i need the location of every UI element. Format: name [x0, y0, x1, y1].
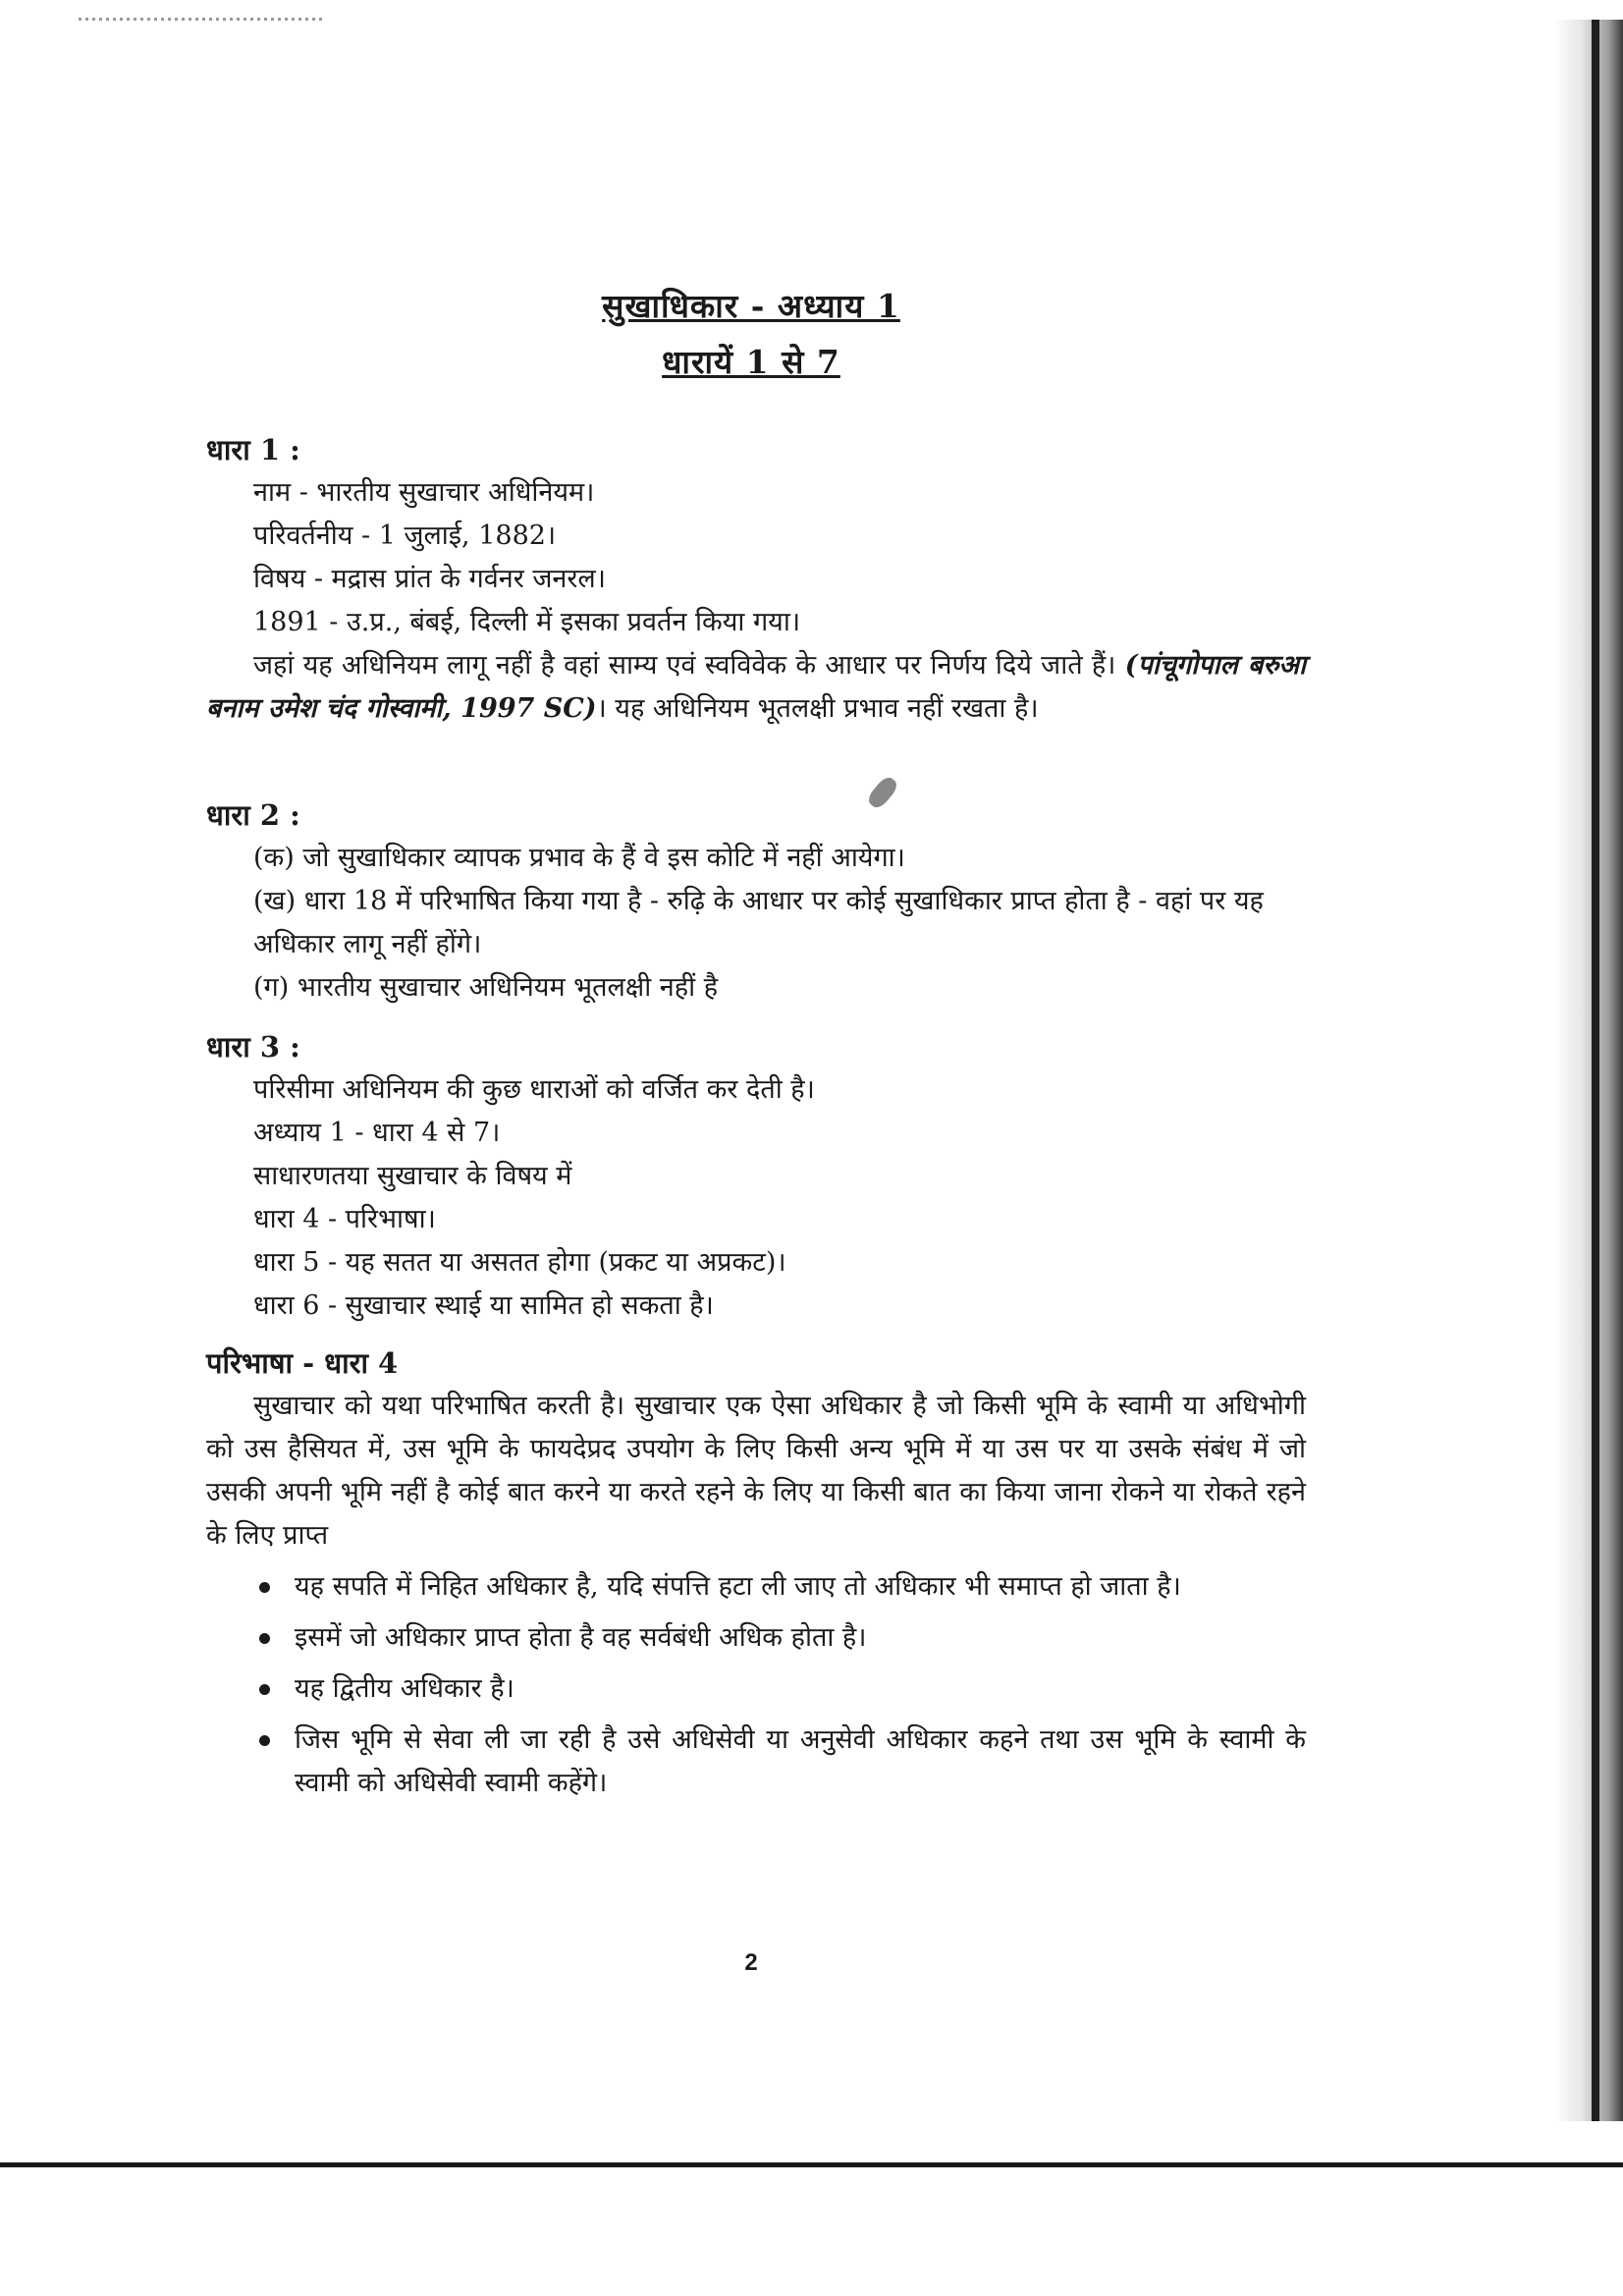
- section-1-line: विषय - मद्रास प्रांत के गर्वनर जनरल।: [253, 564, 606, 594]
- scan-bottom-edge: [0, 2162, 1623, 2167]
- bullet-item: यह द्वितीय अधिकार है।: [253, 1667, 1306, 1711]
- definition-section: [206, 1341, 1306, 1813]
- section-2-heading: धारा 2 :: [206, 798, 300, 832]
- chapter-title: [0, 283, 1502, 395]
- page-number: 2: [744, 1949, 758, 1976]
- section-3-line: धारा 4 - परिभाषा।: [253, 1204, 436, 1234]
- section-3: [206, 1025, 1306, 1328]
- section-3-line: धारा 5 - यह सतत या असतत होगा (प्रकट या अप्रकट)।: [253, 1247, 786, 1278]
- definition-paragraph: सुखाचार को यथा परिभाषित करती है। सुखाचार एक ऐसा अधिकार है जो किसी भूमि के स्वामी या अधिभोगी को उस हैसियत में, उस भूमि के फायदेप्रद उपयोग के लिए किसी अन्य भूमि में या उस पर या उसके संबंध में जो उसकी अपनी भूमि नहीं है कोई बात करने या करते रहने के लिए या किसी बात का किया जाना रोकने या रोकते रहने के लिए प्राप्त: [206, 1391, 1306, 1551]
- section-3-line: धारा 6 - सुखाचार स्थाई या सामित हो सकता है।: [253, 1290, 714, 1321]
- section-2: [206, 793, 1306, 1010]
- section-1: [206, 428, 1306, 731]
- scan-noise: [79, 18, 324, 21]
- scan-page-edge: [1554, 20, 1623, 2121]
- section-3-heading: धारा 3 :: [206, 1030, 300, 1064]
- case-citation: (पांचूगोपाल बरुआ बनाम उमेश चंद गोस्वामी, 1997 SC): [206, 650, 1306, 724]
- section-1-paragraph: [206, 644, 1306, 731]
- section-3-line: परिसीमा अधिनियम की कुछ धाराओं को वर्जित कर देती है।: [253, 1074, 815, 1105]
- section-3-line: साधारणतया सुखाचार के विषय में: [253, 1161, 572, 1191]
- bullet-item: यह सपति में निहित अधिकार है, यदि संपत्ति हटा ली जाए तो अधिकार भी समाप्त हो जाता है।: [253, 1565, 1306, 1609]
- section-2-line: (ग) भारतीय सुखाचार अधिनियम भूतलक्षी नहीं है: [253, 972, 719, 1003]
- section-1-para-tail: । यह अधिनियम भूतलक्षी प्रभाव नहीं रखता है।: [596, 693, 1039, 724]
- title-line-2: धारायें 1 से 7: [662, 343, 840, 381]
- section-3-line: अध्याय 1 - धारा 4 से 7।: [253, 1118, 501, 1148]
- bullet-item: जिस भूमि से सेवा ली जा रही है उसे अधिसेवी या अनुसेवी अधिकार कहने तथा उस भूमि के स्वामी के स्वामी को अधिसेवी स्वामी कहेंगे।: [253, 1719, 1306, 1805]
- section-1-line: 1891 - उ.प्र., बंबई, दिल्ली में इसका प्रवर्तन किया गया।: [253, 607, 801, 637]
- title-line-1: सुखाधिकार - अध्याय 1: [602, 287, 900, 325]
- section-2-line: (क) जो सुखाधिकार व्यापक प्रभाव के हैं वे इस कोटि में नहीं आयेगा।: [253, 843, 905, 873]
- section-1-line: परिवर्तनीय - 1 जुलाई, 1882।: [253, 520, 557, 551]
- scan-binding-line: [1592, 20, 1599, 2121]
- section-2-line: (ख) धारा 18 में परिभाषित किया गया है - रुढ़ि के आधार पर कोई सुखाधिकार प्राप्त होता है - वहां पर यह अधिकार लागू नहीं होंगे।: [253, 886, 1264, 959]
- definition-heading: परिभाषा - धारा 4: [206, 1346, 399, 1380]
- section-1-para-text: जहां यह अधिनियम लागू नहीं है वहां साम्य एवं स्वविवेक के आधार पर निर्णय दिये जाते हैं।: [253, 650, 1116, 681]
- definition-bullet-list: [206, 1565, 1306, 1805]
- section-1-line: नाम - भारतीय सुखाचार अधिनियम।: [253, 477, 595, 508]
- bullet-item: इसमें जो अधिकार प्राप्त होता है वह सर्वबंधी अधिक होता है।: [253, 1616, 1306, 1660]
- section-1-heading: धारा 1 :: [206, 433, 300, 466]
